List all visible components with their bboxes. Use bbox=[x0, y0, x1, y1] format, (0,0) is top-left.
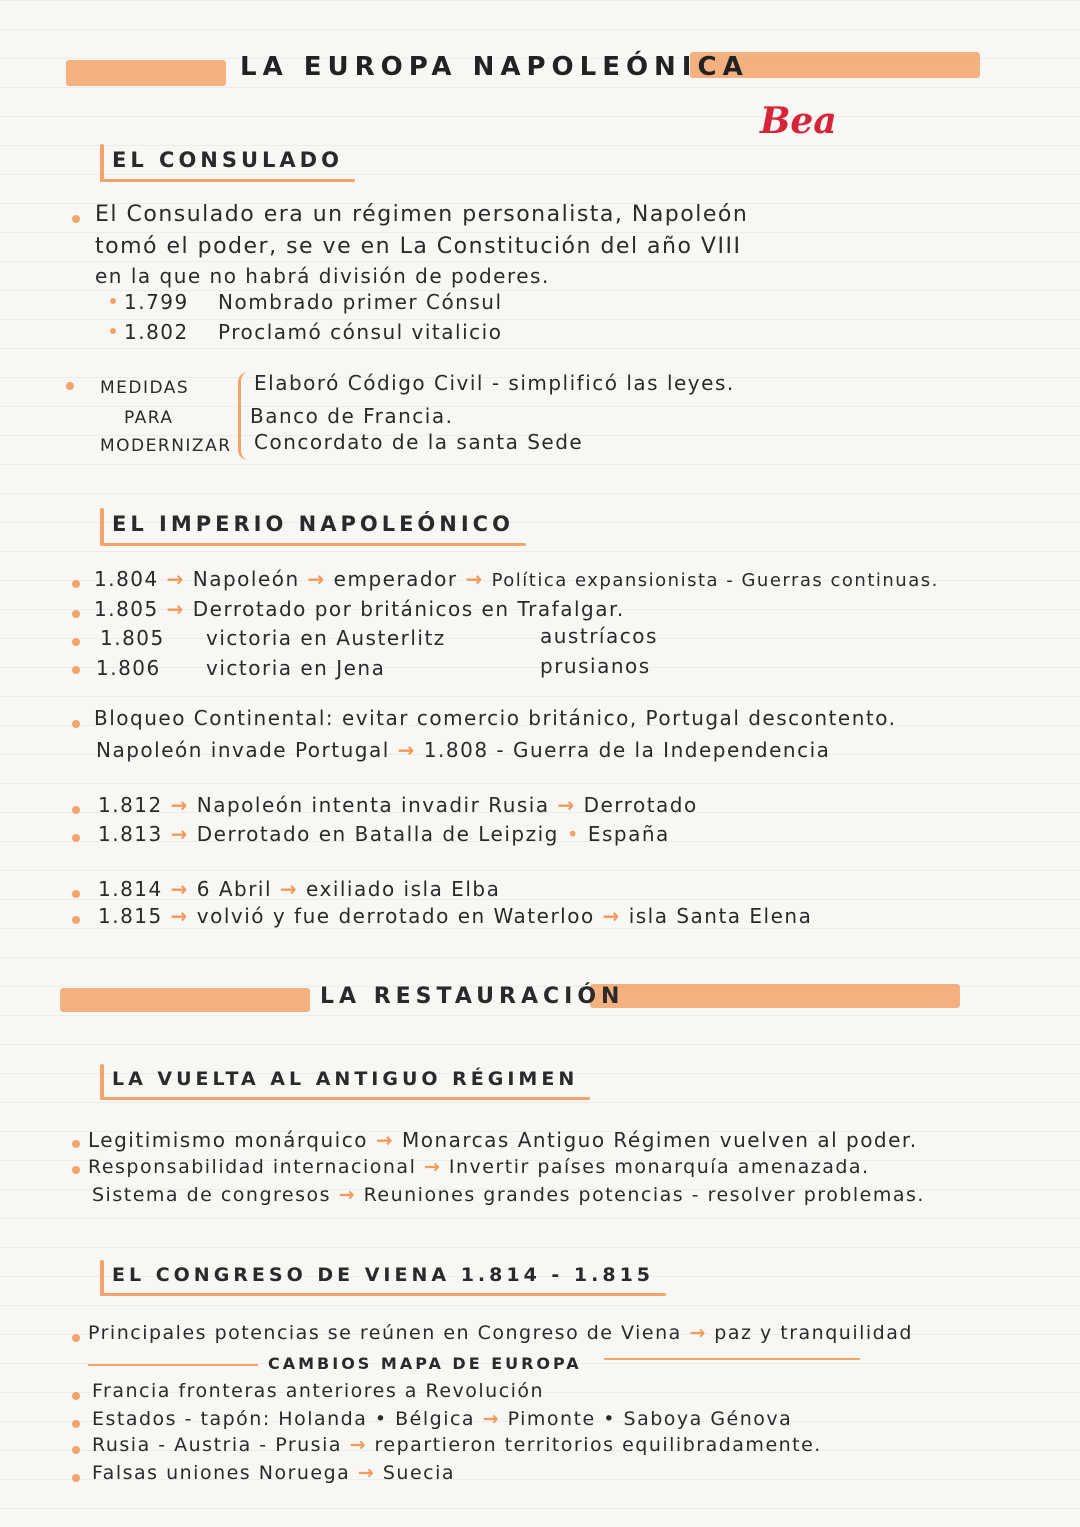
medida-2: Banco de Francia. bbox=[250, 404, 454, 428]
heading-consulado: EL CONSULADO bbox=[100, 148, 343, 172]
arrow-icon: → bbox=[170, 822, 189, 846]
year: 1.812 bbox=[98, 793, 163, 817]
bullet bbox=[72, 666, 80, 674]
heading-imperio: EL IMPERIO NAPOLEÓNICO bbox=[100, 512, 514, 536]
imperio-event-5 bbox=[98, 793, 698, 817]
bullet bbox=[66, 382, 74, 390]
arrow-icon: → bbox=[349, 1434, 367, 1456]
imperio-event-3-b: austríacos bbox=[540, 624, 658, 648]
item-text: Suecia bbox=[382, 1462, 456, 1484]
consulado-date-1-text: Nombrado primer Cónsul bbox=[218, 290, 503, 314]
arrow-icon: → bbox=[170, 877, 189, 901]
medidas-label-1: MEDIDAS bbox=[100, 378, 190, 398]
event-text: isla Santa Elena bbox=[628, 904, 813, 928]
bullet bbox=[72, 610, 80, 618]
arrow-icon: → bbox=[482, 1408, 501, 1430]
restauracion-highlight-right bbox=[590, 984, 960, 1008]
consulado-date-2-year: 1.802 bbox=[124, 320, 189, 344]
item-text: Invertir países monarquía amenazada. bbox=[448, 1156, 870, 1178]
arrow-icon: → bbox=[465, 567, 484, 591]
event-text: España bbox=[587, 822, 670, 846]
arrow-icon: → bbox=[166, 597, 185, 621]
page-title: LA EUROPA NAPOLEÓNICA bbox=[240, 52, 749, 82]
imperio-event-3-a: victoria en Austerlitz bbox=[206, 626, 446, 650]
cambios-label: CAMBIOS MAPA DE EUROPA bbox=[268, 1354, 582, 1373]
item-text: Rusia - Austria - Prusia bbox=[92, 1434, 343, 1456]
bullet bbox=[72, 1166, 80, 1174]
imperio-event-4-b: prusianos bbox=[540, 654, 651, 678]
item-text: Monarcas Antiguo Régimen vuelven al poder. bbox=[401, 1128, 918, 1152]
imperio-event-2 bbox=[94, 597, 625, 621]
item-text: Falsas uniones Noruega bbox=[92, 1462, 351, 1484]
event-text: Derrotado bbox=[583, 793, 698, 817]
item-text: Legitimismo monárquico bbox=[88, 1128, 368, 1152]
arrow-icon: → bbox=[279, 877, 299, 901]
event-text: Napoleón intenta invadir Rusia bbox=[196, 793, 550, 817]
bullet bbox=[72, 720, 80, 728]
bullet bbox=[72, 1420, 80, 1428]
arrow-icon: → bbox=[602, 904, 621, 928]
bullet bbox=[72, 1446, 80, 1454]
cambios-rule-right bbox=[604, 1358, 860, 1360]
event-text: emperador bbox=[333, 567, 458, 591]
item-text: paz y tranquilidad bbox=[714, 1322, 913, 1344]
cambio-2 bbox=[92, 1408, 792, 1430]
year: 1.813 bbox=[98, 822, 163, 846]
event-text: Política expansionista - Guerras continuas. bbox=[491, 570, 939, 591]
bloqueo-text: 1.808 - Guerra de la Independencia bbox=[423, 738, 831, 762]
restauracion-highlight-left bbox=[60, 988, 310, 1012]
arrow-icon: → bbox=[557, 793, 576, 817]
event-text: exiliado isla Elba bbox=[306, 877, 501, 901]
medidas-label-3: MODERNIZAR bbox=[100, 436, 232, 456]
bullet bbox=[72, 580, 80, 588]
event-text: Derrotado en Batalla de Leipzig bbox=[196, 822, 559, 846]
consulado-para-1: El Consulado era un régimen personalista, Napoleón bbox=[95, 202, 749, 227]
bullet bbox=[72, 215, 80, 223]
year: 1.814 bbox=[98, 877, 163, 901]
arrow-icon: → bbox=[166, 567, 185, 591]
imperio-event-4-year: 1.806 bbox=[96, 656, 161, 680]
bullet bbox=[72, 834, 80, 842]
cambio-1: Francia fronteras anteriores a Revolución bbox=[92, 1380, 545, 1402]
arrow-icon: → bbox=[170, 793, 189, 817]
imperio-event-1 bbox=[94, 567, 939, 591]
event-text: volvió y fue derrotado en Waterloo bbox=[196, 904, 595, 928]
consulado-date-1-year: 1.799 bbox=[124, 290, 189, 314]
medida-1: Elaboró Código Civil - simplificó las leyes. bbox=[254, 371, 735, 395]
bullet bbox=[72, 890, 80, 898]
bullet bbox=[72, 806, 80, 814]
arrow-icon: → bbox=[357, 1462, 376, 1484]
cambios-rule-left bbox=[88, 1364, 258, 1366]
bullet bbox=[110, 298, 116, 304]
heading-vuelta: LA VUELTA AL ANTIGUO RÉGIMEN bbox=[100, 1068, 578, 1090]
restauracion-title: LA RESTAURACIÓN bbox=[320, 984, 625, 1009]
bloqueo-1: Bloqueo Continental: evitar comercio británico, Portugal descontento. bbox=[94, 706, 897, 730]
bullet bbox=[72, 638, 80, 646]
imperio-event-7 bbox=[98, 877, 500, 901]
cambio-3 bbox=[92, 1434, 822, 1456]
bullet bbox=[110, 328, 116, 334]
bloqueo-2 bbox=[96, 738, 830, 762]
event-text: Napoleón bbox=[192, 567, 300, 591]
arrow-icon: → bbox=[689, 1322, 707, 1344]
bullet bbox=[72, 916, 80, 924]
item-text: Pimonte • Saboya Génova bbox=[507, 1408, 793, 1430]
event-text: Derrotado por británicos en Trafalgar. bbox=[192, 597, 625, 621]
consulado-para-3: en la que no habrá división de poderes. bbox=[95, 264, 550, 288]
vuelta-item-3 bbox=[92, 1184, 925, 1206]
vuelta-item-2 bbox=[88, 1156, 870, 1178]
consulado-para-2: tomó el poder, se ve en La Constitución del año VIII bbox=[95, 234, 742, 259]
vuelta-item-1 bbox=[88, 1128, 918, 1152]
imperio-event-8 bbox=[98, 904, 812, 928]
heading-viena: EL CONGRESO DE VIENA 1.814 - 1.815 bbox=[100, 1264, 654, 1286]
bloqueo-text: Napoleón invade Portugal bbox=[96, 738, 390, 762]
arrow-icon: → bbox=[307, 567, 326, 591]
cambio-4 bbox=[92, 1462, 455, 1484]
item-text: Responsabilidad internacional bbox=[88, 1156, 417, 1178]
arrow-icon: → bbox=[423, 1156, 442, 1178]
dot-icon: • bbox=[566, 822, 580, 846]
signature: Bea bbox=[760, 100, 837, 142]
bullet bbox=[72, 1392, 80, 1400]
imperio-event-4-a: victoria en Jena bbox=[206, 656, 386, 680]
item-text: Reuniones grandes potencias - resolver problemas. bbox=[363, 1184, 925, 1206]
imperio-event-3-year: 1.805 bbox=[100, 626, 165, 650]
item-text: Sistema de congresos bbox=[92, 1184, 332, 1206]
consulado-date-2-text: Proclamó cónsul vitalicio bbox=[218, 320, 503, 344]
bullet bbox=[72, 1334, 80, 1342]
viena-intro bbox=[88, 1322, 913, 1344]
item-text: Estados - tapón: Holanda • Bélgica bbox=[92, 1408, 476, 1430]
title-highlight-left bbox=[66, 60, 226, 86]
bullet bbox=[72, 1474, 80, 1482]
arrow-icon: → bbox=[375, 1128, 395, 1152]
year: 1.815 bbox=[98, 904, 163, 928]
medidas-label-2: PARA bbox=[124, 408, 174, 428]
imperio-event-6 bbox=[98, 822, 670, 846]
item-text: repartieron territorios equilibradamente. bbox=[374, 1434, 822, 1456]
item-text: Principales potencias se reúnen en Congreso de Viena bbox=[88, 1322, 682, 1344]
year: 1.805 bbox=[94, 597, 159, 621]
medida-3: Concordato de la santa Sede bbox=[254, 430, 584, 454]
arrow-icon: → bbox=[338, 1184, 357, 1206]
year: 1.804 bbox=[94, 567, 159, 591]
arrow-icon: → bbox=[170, 904, 189, 928]
event-text: 6 Abril bbox=[196, 877, 273, 901]
bullet bbox=[72, 1140, 80, 1148]
arrow-icon: → bbox=[397, 738, 416, 762]
